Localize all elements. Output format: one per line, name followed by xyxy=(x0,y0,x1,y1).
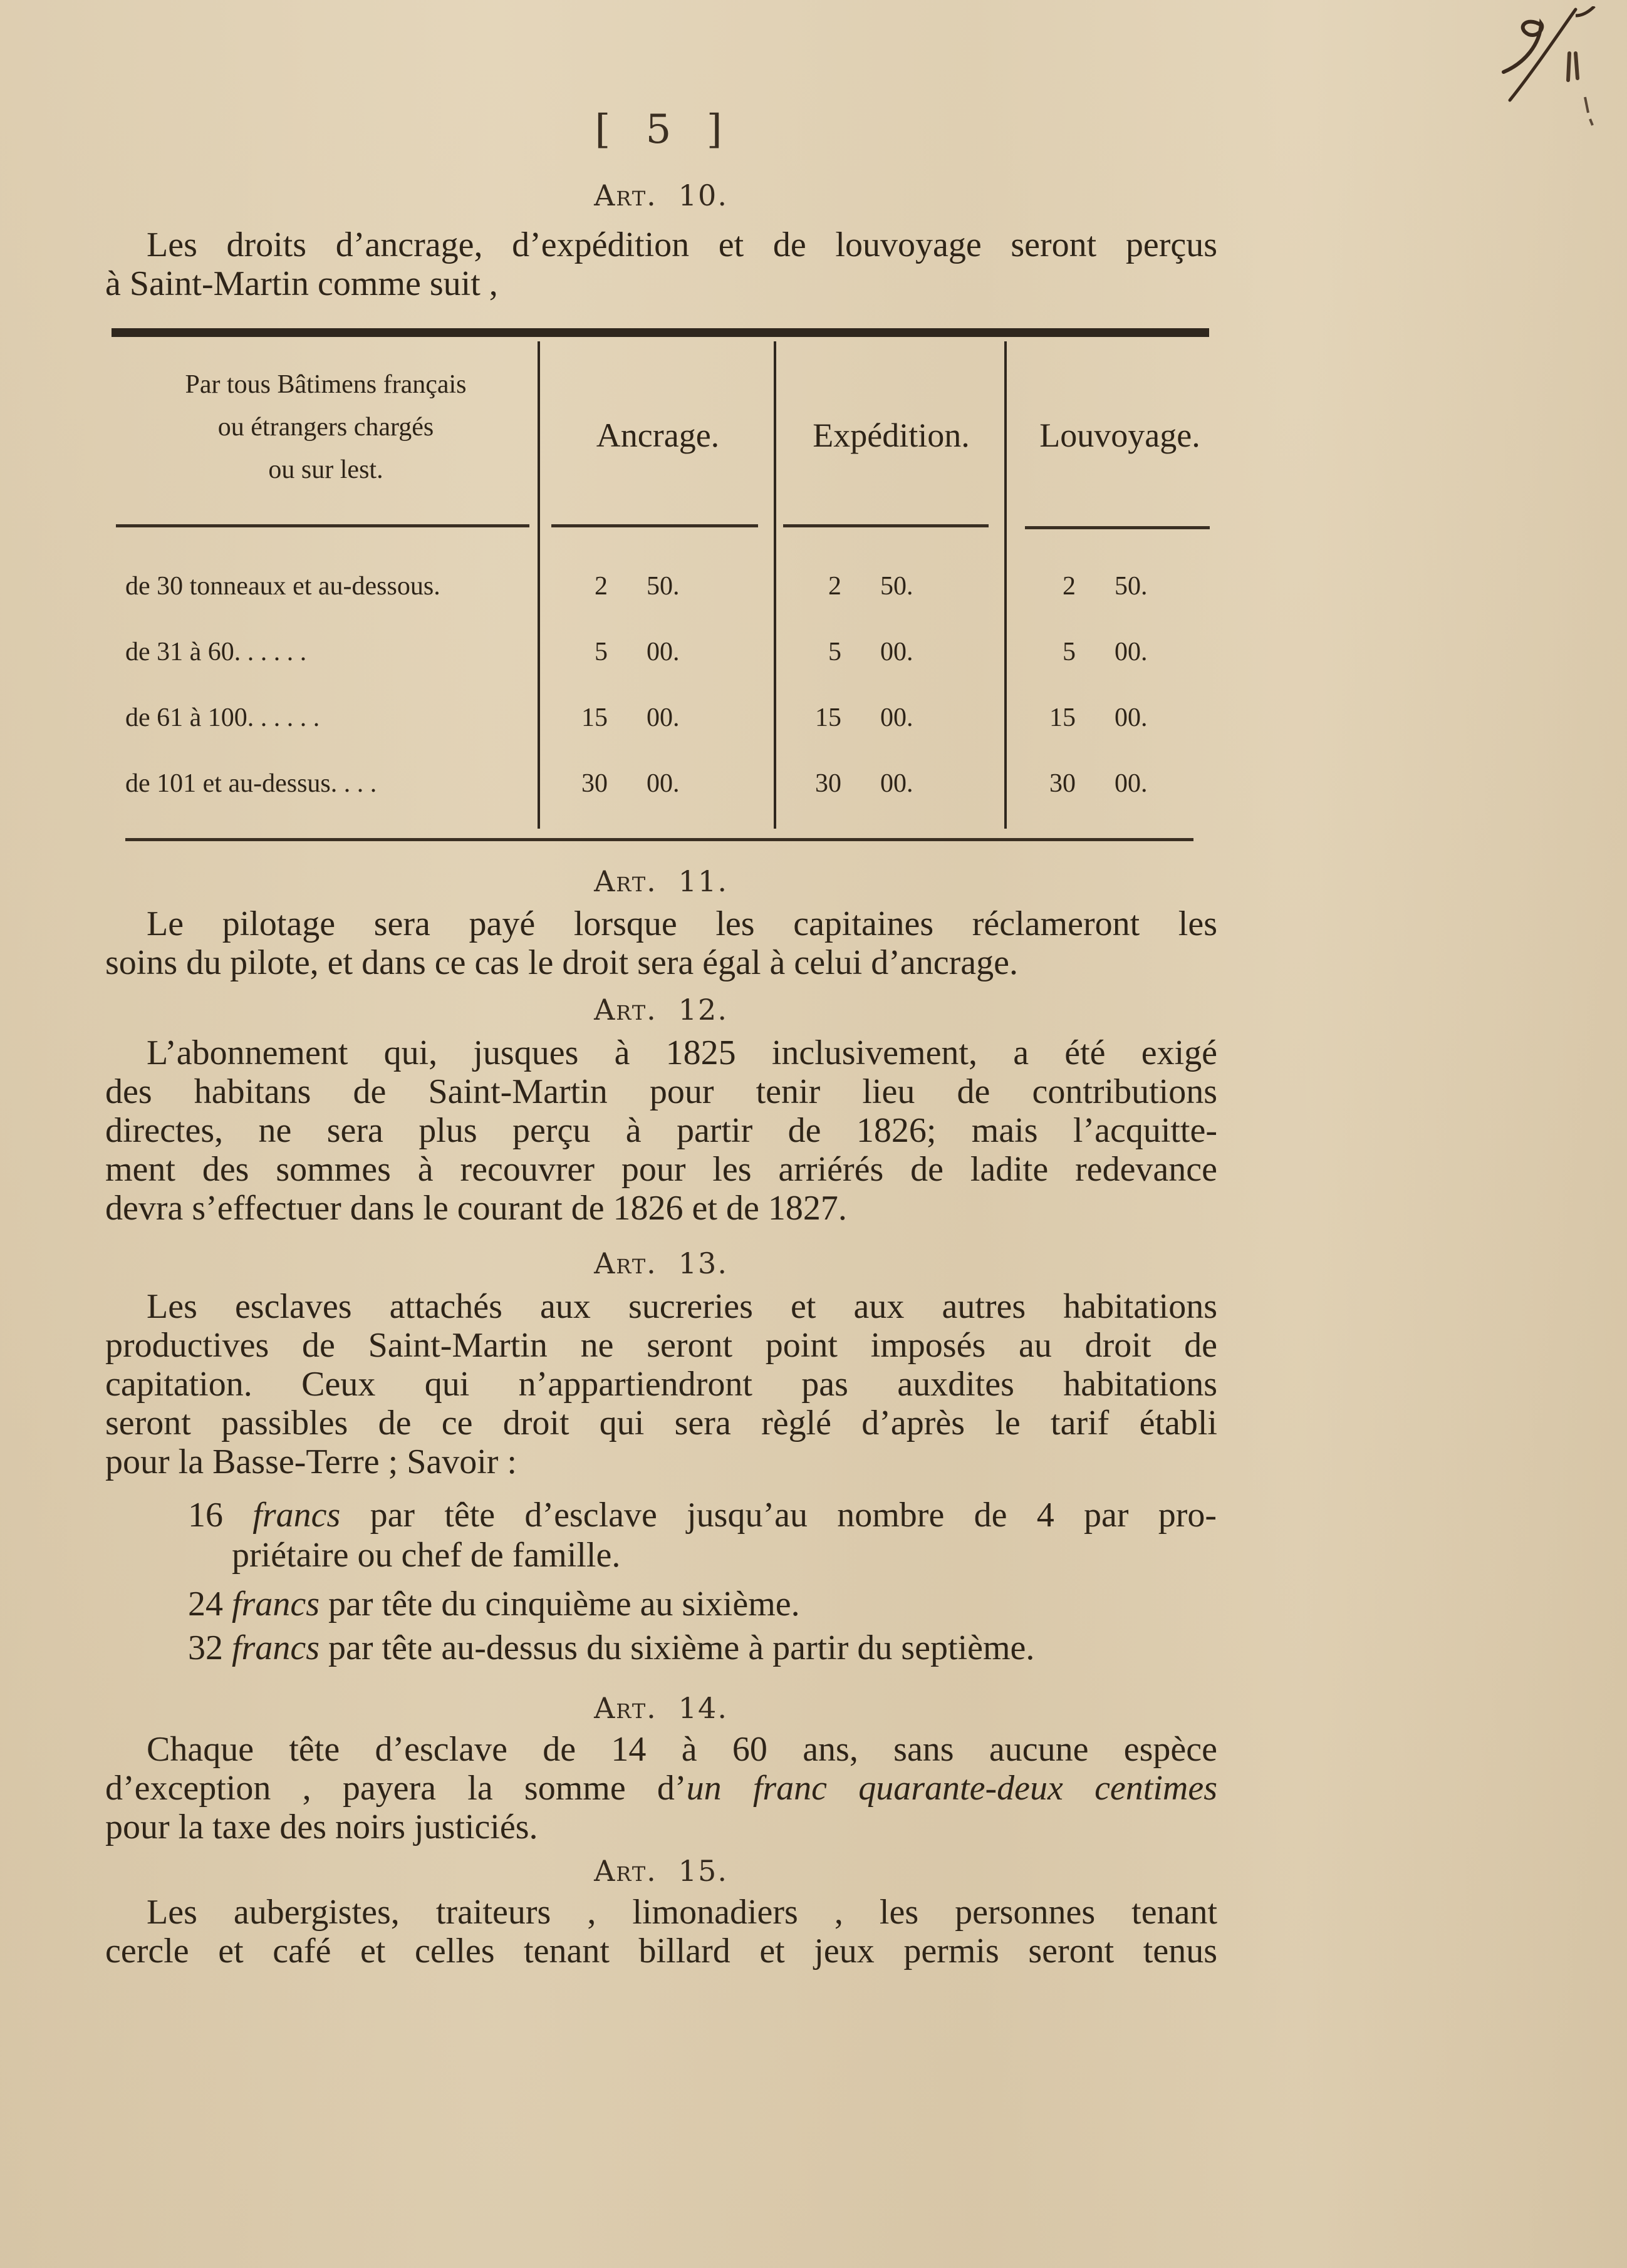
tariff-item-3: 32 francs par tête au-dessus du sixième à partir du septième. xyxy=(188,1629,1035,1667)
article-15-line-1: Les aubergistes, traiteurs , limonadiers , les personnes tenant xyxy=(147,1893,1217,1932)
article-label: Art. xyxy=(594,1691,657,1725)
article-10-line-1: Les droits d’ancrage, d’expédition et de louvoyage seront perçus xyxy=(147,225,1217,264)
article-number: 10. xyxy=(678,179,728,212)
tariff-item-1-cont: priétaire ou chef de famille. xyxy=(232,1536,621,1575)
article-label: Art. xyxy=(594,993,657,1027)
table-cell: 30 00. xyxy=(1049,769,1148,798)
article-15-line-2: cercle et café et celles tenant billard et jeux permis seront tenus xyxy=(105,1932,1217,1970)
table-cell: 30 00. xyxy=(815,769,913,798)
article-12-line-2: des habitans de Saint-Martin pour tenir lieu de contributions xyxy=(105,1072,1217,1111)
table-cell: 15 00. xyxy=(815,703,913,732)
article-13-line-5: pour la Basse-Terre ; Savoir : xyxy=(105,1442,517,1481)
row-header-line: ou étrangers chargés xyxy=(217,413,434,442)
table-cell: 15 00. xyxy=(581,703,680,732)
header-underline xyxy=(551,524,758,527)
row-header-line: ou sur lest. xyxy=(268,455,383,484)
article-12-line-1: L’abonnement qui, jusques à 1825 inclusivement, a été exigé xyxy=(147,1033,1217,1072)
article-12-line-4: ment des sommes à recouvrer pour les arriérés de ladite redevance xyxy=(105,1150,1217,1189)
column-divider xyxy=(774,341,776,829)
row-header-title xyxy=(119,363,533,491)
handwritten-folio-mark xyxy=(1466,6,1604,132)
header-underline xyxy=(1025,526,1210,529)
article-heading-11 xyxy=(0,864,1322,898)
table-bottom-rule xyxy=(125,838,1193,841)
tariff-item-1: 16 francs par tête d’esclave jusqu’au nombre de 4 par pro- xyxy=(188,1496,1217,1535)
table-cell: 5 00. xyxy=(595,638,680,666)
article-12-line-3: directes, ne sera plus perçu à partir de 1826; mais l’acquitte- xyxy=(105,1111,1217,1150)
article-heading-14 xyxy=(0,1691,1322,1725)
article-11-line-2: soins du pilote, et dans ce cas le droit sera égal à celui d’ancrage. xyxy=(105,943,1018,982)
article-label: Art. xyxy=(594,1854,657,1888)
article-13-line-2: productives de Saint-Martin ne seront point imposés au droit de xyxy=(105,1326,1217,1365)
article-number: 11. xyxy=(678,864,728,898)
table-cell: 2 50. xyxy=(828,572,913,601)
tariff-item-2: 24 francs par tête du cinquième au sixième. xyxy=(188,1585,800,1623)
table-row-label: de 61 à 100. . . . . . xyxy=(125,703,320,732)
header-underline xyxy=(783,524,989,527)
article-heading-13 xyxy=(0,1246,1322,1280)
table-cell: 15 00. xyxy=(1049,703,1148,732)
article-10-line-2: à Saint-Martin comme suit , xyxy=(105,264,498,303)
table-cell: 30 00. xyxy=(581,769,680,798)
article-number: 14. xyxy=(678,1691,728,1725)
column-header-ancrage: Ancrage. xyxy=(596,417,720,454)
column-header-expedition: Expédition. xyxy=(813,417,970,454)
table-cell: 5 00. xyxy=(828,638,913,666)
page-number: [ 5 ] xyxy=(595,106,734,153)
article-13-line-4: seront passibles de ce droit qui sera règlé d’après le tarif établi xyxy=(105,1404,1217,1442)
article-number: 12. xyxy=(678,993,728,1027)
table-row-label: de 31 à 60. . . . . . xyxy=(125,638,307,666)
article-number: 13. xyxy=(678,1246,728,1280)
article-13-line-1: Les esclaves attachés aux sucreries et aux autres habitations xyxy=(147,1287,1217,1326)
row-header-line: Par tous Bâtimens français xyxy=(185,370,467,399)
table-row-label: de 30 tonneaux et au-dessous. xyxy=(125,572,440,601)
table-cell: 5 00. xyxy=(1063,638,1148,666)
article-label: Art. xyxy=(594,1246,657,1280)
table-top-rule xyxy=(112,328,1209,337)
article-14-line-3: pour la taxe des noirs justiciés. xyxy=(105,1808,538,1846)
article-14-line-2: d’exception , payera la somme d’un franc quarante-deux centimes xyxy=(105,1769,1217,1808)
column-divider xyxy=(538,341,540,829)
article-14-line-1: Chaque tête d’esclave de 14 à 60 ans, sans aucune espèce xyxy=(147,1730,1217,1769)
table-row-label: de 101 et au-dessus. . . . xyxy=(125,769,377,798)
table-cell: 2 50. xyxy=(1063,572,1148,601)
article-13-line-3: capitation. Ceux qui n’appartiendront pas auxdites habitations xyxy=(105,1365,1217,1404)
table-cell: 2 50. xyxy=(595,572,680,601)
article-heading-10 xyxy=(0,179,1322,212)
column-divider xyxy=(1004,341,1007,829)
article-11-line-1: Le pilotage sera payé lorsque les capitaines réclameront les xyxy=(147,904,1217,943)
article-number: 15. xyxy=(678,1854,728,1888)
header-underline xyxy=(116,524,529,527)
article-12-line-5: devra s’effectuer dans le courant de 1826 et de 1827. xyxy=(105,1189,847,1228)
article-heading-15 xyxy=(0,1854,1322,1888)
article-heading-12 xyxy=(0,993,1322,1027)
article-label: Art. xyxy=(594,864,657,898)
article-label: Art. xyxy=(594,179,657,212)
column-header-louvoyage: Louvoyage. xyxy=(1039,417,1200,454)
